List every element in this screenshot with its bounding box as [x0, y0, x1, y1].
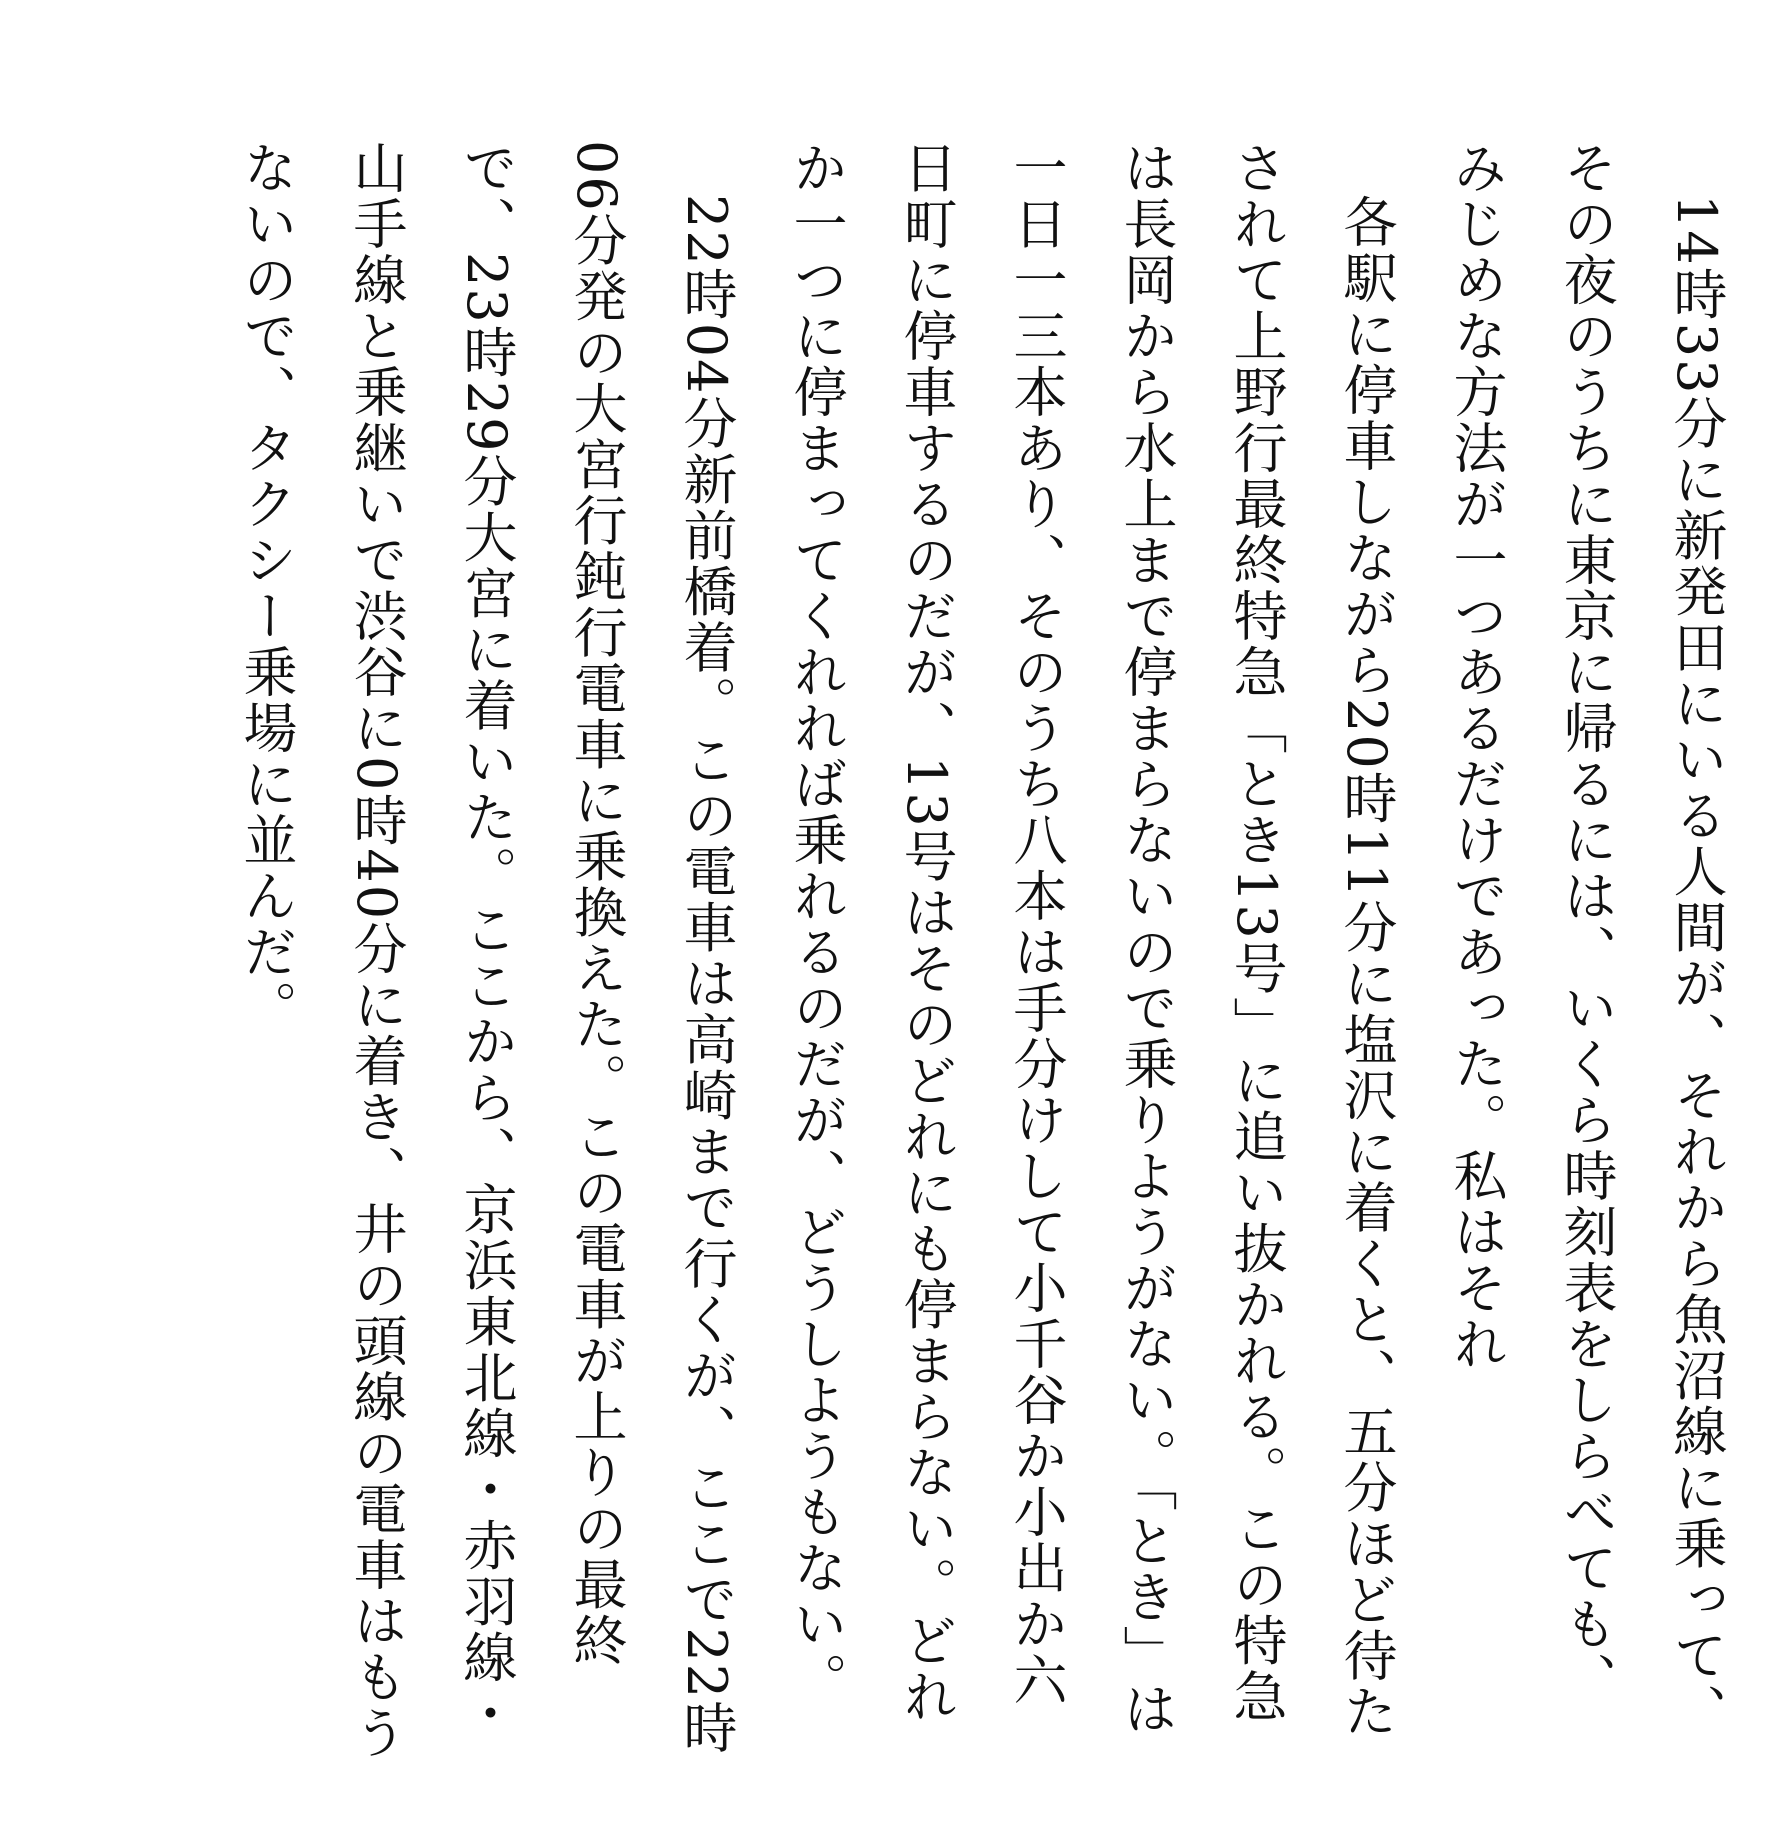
paragraph-1: 14時33分に新発田にいる人間が、それから魚沼線に乗って、その夜のうちに東京に帰るには、いくら時刻表をしらべても、みじめな方法が一つあるだけであった。私はそれ [1445, 140, 1728, 1740]
paragraph-2: 各駅に停車しながら20時11分に塩沢に着くと、五分ほど待たされて上野行最終特急「とき13号」に追い抜かれる。この特急は長岡から水上まで停まらないので乗りようがない。「とき」は一日一三本あり、そのうち八本は手分けして小千谷か小出か六日町に停車するのだが、13号はそのどれにも停まらない。どれか一つに停まってくれれば乗れるのだが、どうしようもない。 [785, 140, 1398, 1740]
paragraph-3: 22時04分新前橋着。この電車は高崎まで行くが、ここで22時06分発の大宮行鈍行電車に乗換えた。この電車が上りの最終で、23時29分大宮に着いた。ここから、京浜東北線・赤羽線・山手線と乗継いで渋谷に0時40分に着き、井の頭線の電車はもうないので、タクシー乗場に並んだ。 [235, 140, 738, 1762]
